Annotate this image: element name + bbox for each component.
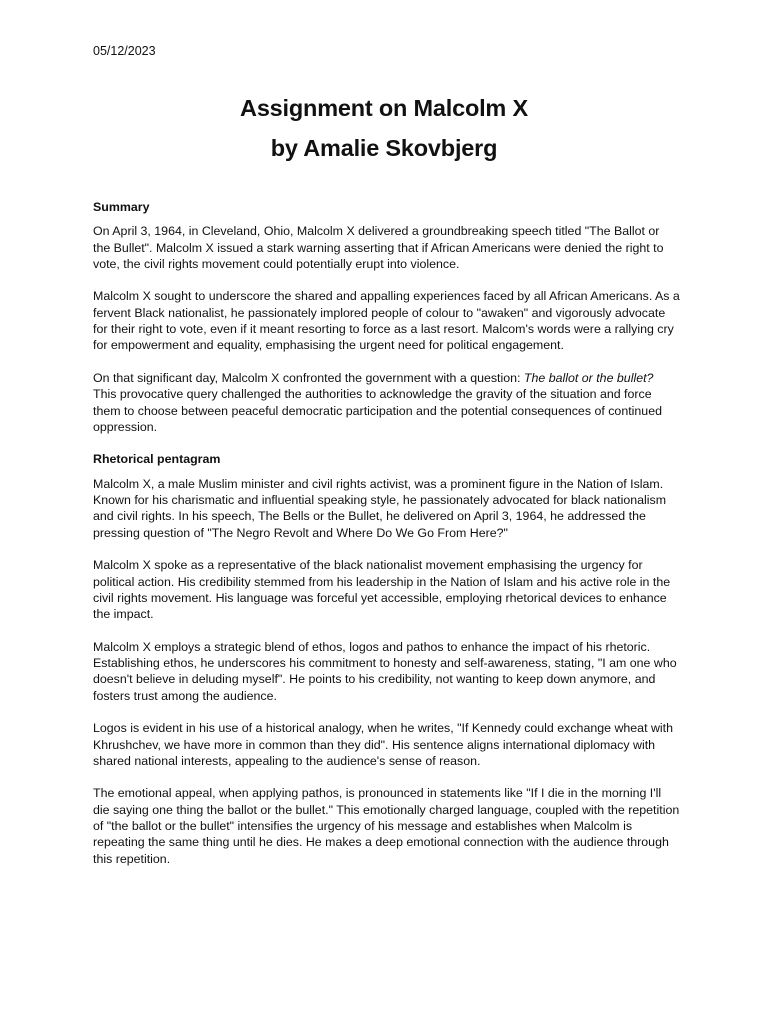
document-date: 05/12/2023 [93,44,156,58]
summary-paragraph-2: Malcolm X sought to underscore the shared and appalling experiences faced by all African Americans. As a fervent Black nationalist, he passionately implored people of colour to "awaken" and vigorously advocate for their right to vote, even if it meant resorting to force as a last resort. Malcom's words were a rallying cry for empowerment and equality, emphasising the urgent need for political engagement. [93,289,680,353]
section-heading-summary: Summary [93,200,150,214]
rhetorical-paragraph-5: The emotional appeal, when applying pathos, is pronounced in statements like "If I die in the morning I'll die saying one thing the ballot or the bullet." This emotionally charged language, coupled with the repetition of "the ballot or the bullet" intensifies the urgency of his message and establishes when Malcolm is repeating the same thing until he dies. He makes a deep emotional connection with the audience through this repetition. [93,786,680,866]
summary-paragraph-3 [93,370,680,435]
section-heading-rhetorical-pentagram: Rhetorical pentagram [93,452,221,467]
summary-p3-italic-question: The ballot or the bullet? [523,370,654,385]
rhetorical-paragraph-3: Malcolm X employs a strategic blend of ethos, logos and pathos to enhance the impact of his rhetoric. Establishing ethos, he underscores his commitment to honesty and self-awareness, stating, "I am one who doesn't believe in deluding myself". He points to his credibility, not wanting to keep down anymore, and fosters trust among the audience. [93,639,677,703]
document-title [0,88,768,168]
title-line-2: by Amalie Skovbjerg [270,135,498,161]
document-body [93,199,680,867]
summary-p3-text-before: On that significant day, Malcolm X confronted the government with a question: [93,370,524,385]
rhetorical-paragraph-1: Malcolm X, a male Muslim minister and civil rights activist, was a prominent figure in the Nation of Islam. Known for his charismatic and influential speaking style, he passionately advocated for black nationalism and civil rights. In his speech, The Bells or the Bullet, he delivered on April 3, 1964, he addressed the pressing question of "The Negro Revolt and Where Do We Go From Here?" [93,476,667,540]
rhetorical-paragraph-2: Malcolm X spoke as a representative of the black nationalist movement emphasising the urgency for political action. His credibility stemmed from his leadership in the Nation of Islam and his active role in the civil rights movement. His language was forceful yet accessible, employing rhetorical devices to enhance the impact. [93,558,671,622]
title-line-1: Assignment on Malcolm X [240,95,528,121]
summary-p3-text-after: This provocative query challenged the authorities to acknowledge the gravity of the situation and force them to choose between peaceful democratic participation and the potential consequences of continued oppression. [93,387,662,434]
summary-paragraph-1: On April 3, 1964, in Cleveland, Ohio, Malcolm X delivered a groundbreaking speech titled "The Ballot or the Bullet". Malcolm X issued a stark warning asserting that if African Americans were denied the right to vote, the civil rights movement could potentially erupt into violence. [93,224,664,271]
rhetorical-paragraph-4: Logos is evident in his use of a historical analogy, when he writes, "If Kennedy could exchange wheat with Khrushchev, we have more in common than they did". His sentence aligns international diplomacy with shared national interests, appealing to the audience's sense of reason. [93,721,673,768]
